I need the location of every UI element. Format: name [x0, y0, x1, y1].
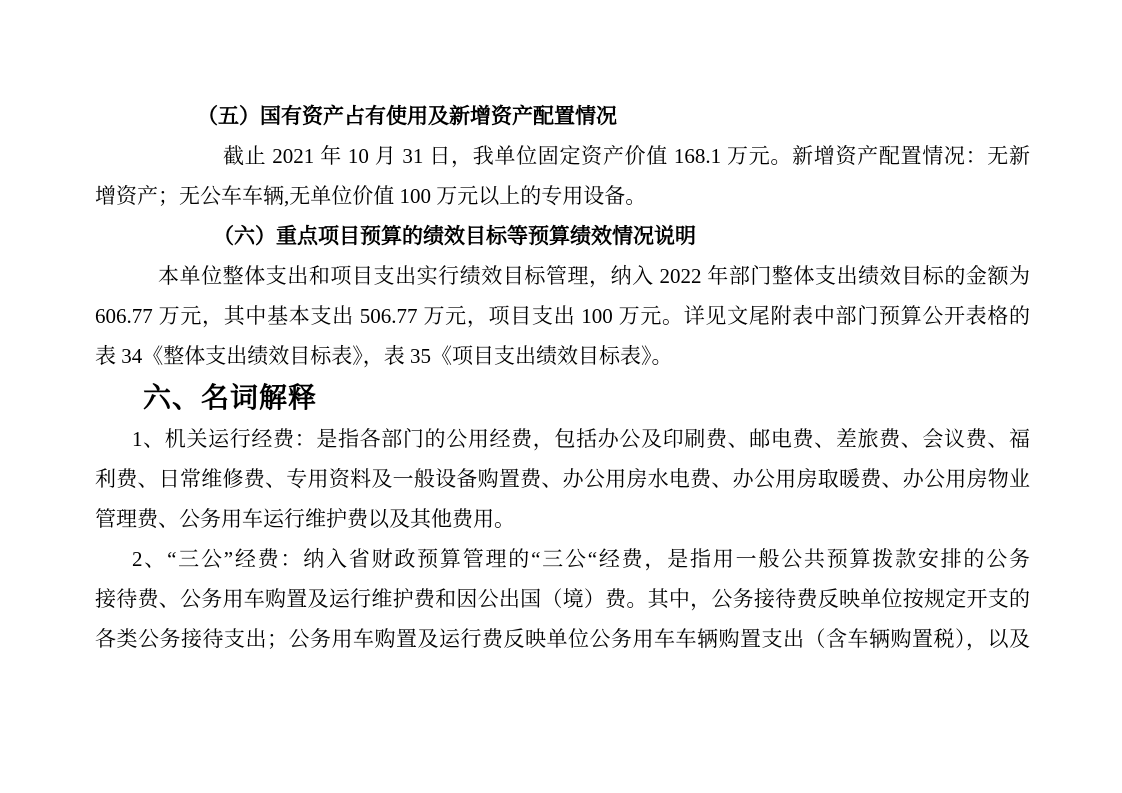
paragraph-line: 各类公务接待支出；公务用车购置及运行费反映单位公务用车车辆购置支出（含车辆购置税），以及 — [95, 627, 1030, 651]
paragraph-line: 2、“三公”经费：纳入省财政预算管理的“三公“经费，是指用一般公共预算拨款安排的公务 — [132, 547, 1030, 571]
section-heading-performance-targets: （六）重点项目预算的绩效目标等预算绩效情况说明 — [213, 224, 696, 248]
paragraph-line: 本单位整体支出和项目支出实行绩效目标管理，纳入 2022 年部门整体支出绩效目标的金额为 — [158, 264, 1030, 288]
paragraph-line: 1、机关运行经费：是指各部门的公用经费，包括办公及印刷费、邮电费、差旅费、会议费、福 — [132, 427, 1030, 451]
paragraph-line: 增资产；无公车车辆,无单位价值 100 万元以上的专用设备。 — [95, 184, 647, 208]
document-content — [95, 96, 1030, 659]
chapter-heading-glossary: 六、名词解释 — [143, 382, 318, 413]
paragraph-line: 截止 2021 年 10 月 31 日，我单位固定资产价值 168.1 万元。新增资产配置情况：无新 — [223, 144, 1030, 168]
paragraph-line: 管理费、公务用车运行维护费以及其他费用。 — [95, 507, 515, 531]
section-heading-state-assets: （五）国有资产占有使用及新增资产配置情况 — [197, 104, 617, 128]
paragraph-line: 表 34《整体支出绩效目标表》，表 35《项目支出绩效目标表》。 — [95, 344, 673, 368]
paragraph-line: 606.77 万元，其中基本支出 506.77 万元，项目支出 100 万元。详见文尾附表中部门预算公开表格的 — [95, 304, 1030, 328]
paragraph-line: 接待费、公务用车购置及运行维护费和因公出国（境）费。其中，公务接待费反映单位按规定开支的 — [95, 587, 1030, 611]
paragraph-line: 利费、日常维修费、专用资料及一般设备购置费、办公用房水电费、办公用房取暖费、办公用房物业 — [95, 467, 1030, 491]
